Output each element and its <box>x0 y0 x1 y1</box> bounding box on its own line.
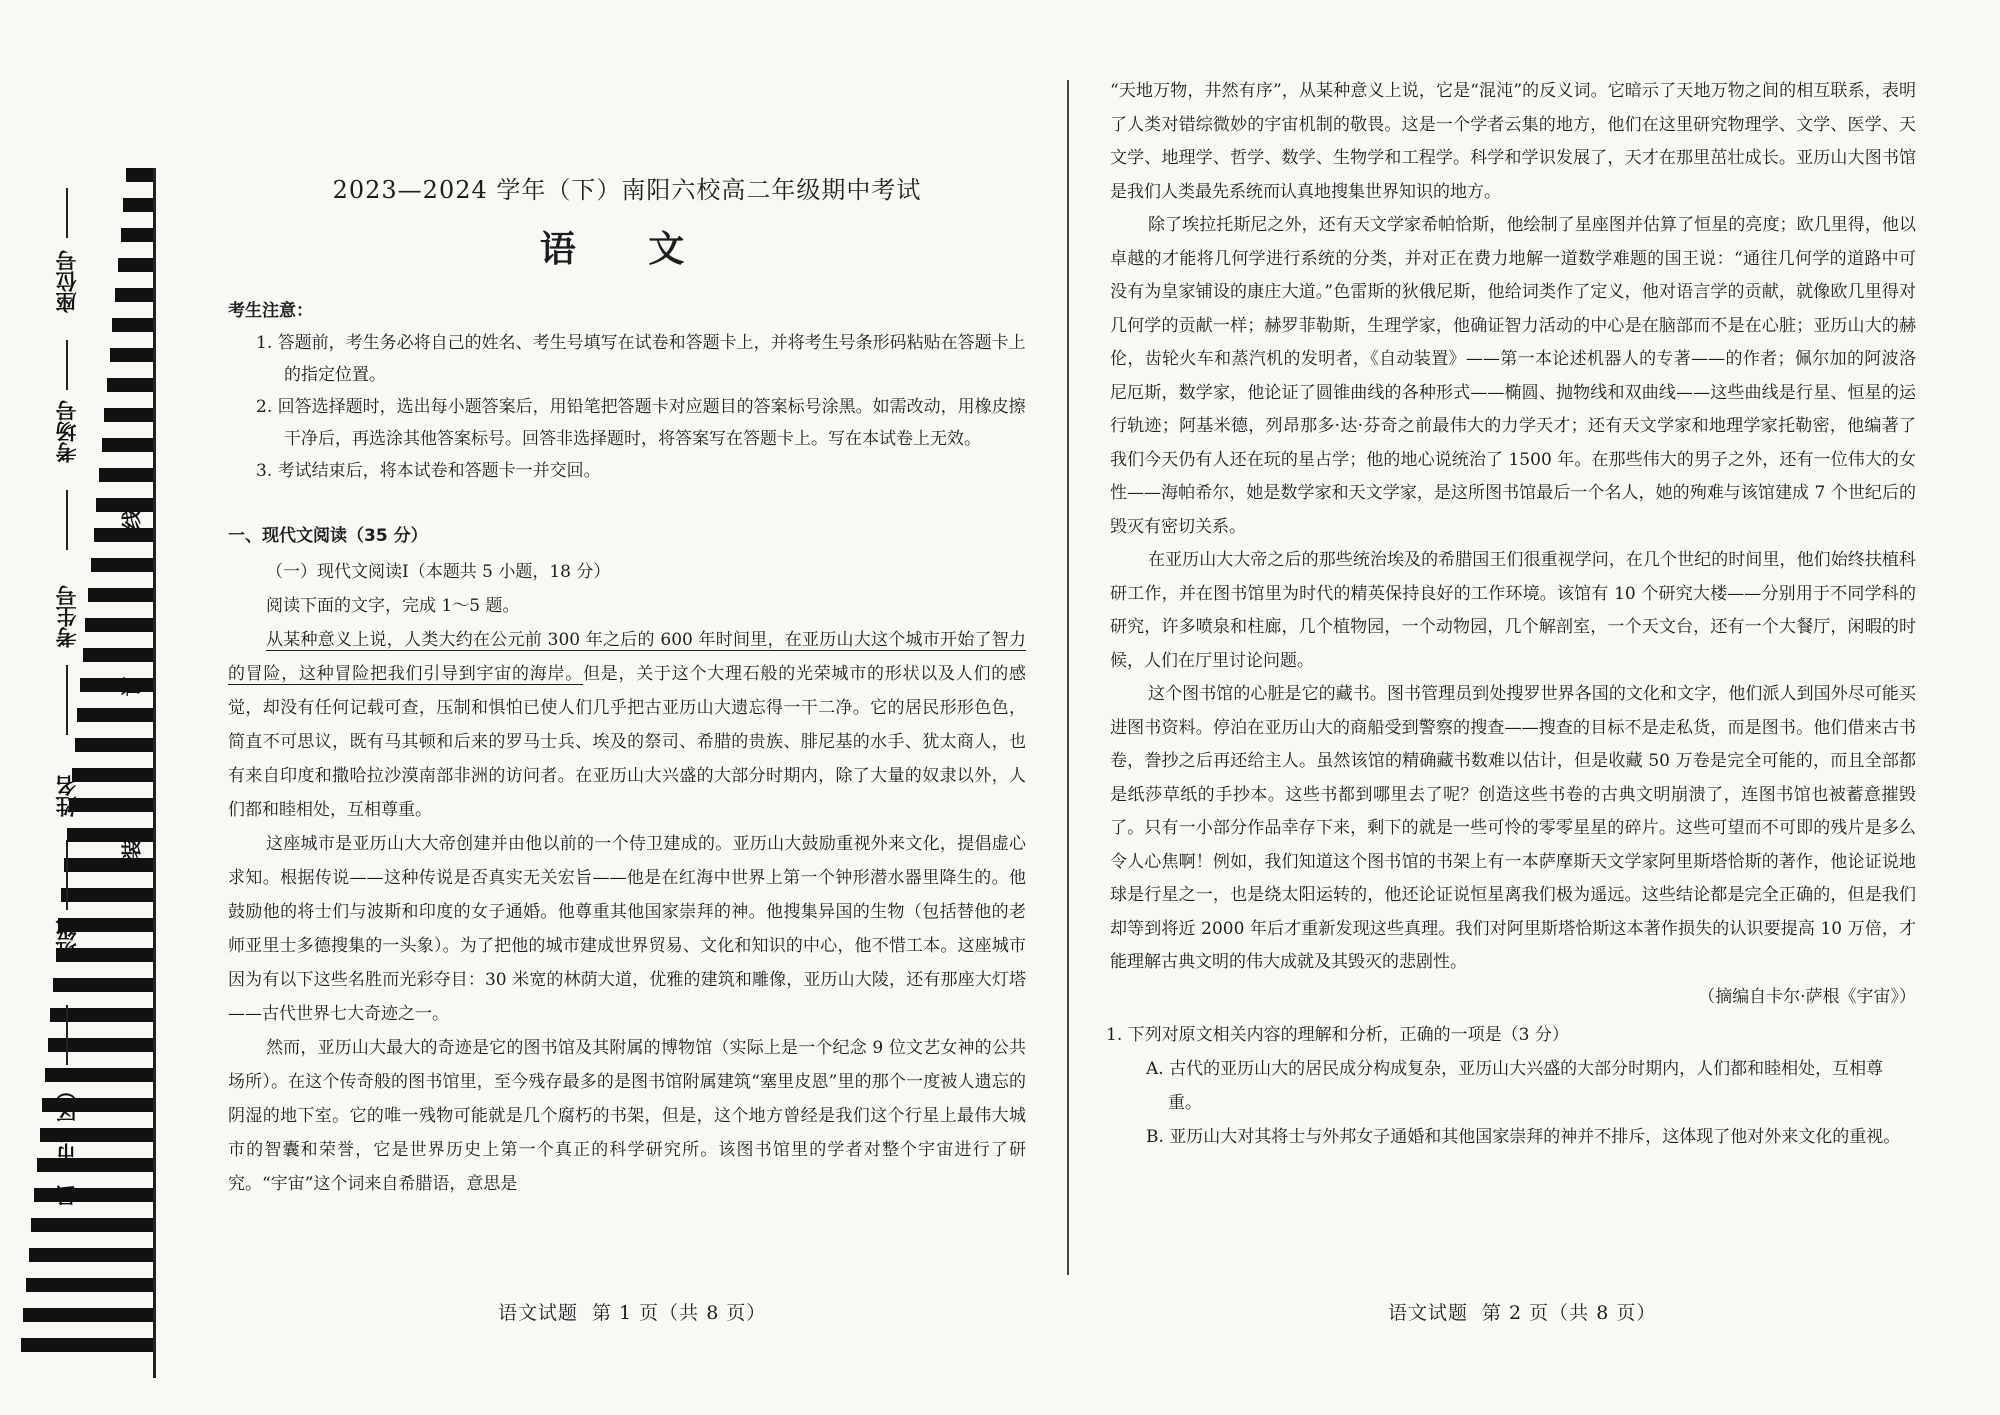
binding-stripe <box>123 198 154 212</box>
passage-paragraph <box>228 623 1026 827</box>
binding-stripe <box>31 1218 154 1232</box>
subject-title: 语 文 <box>539 228 715 270</box>
passage-paragraph: 这个图书馆的心脏是它的藏书。图书管理员到处搜罗世界各国的文化和文字，他们派人到国外尽可能买进图书资料。停泊在亚历山大的商船受到警察的搜查——搜查的目标不是走私货，而是图书。他们借来古书卷，誊抄之后再还给主人。虽然该馆的精确藏书数难以估计，但是收藏 50 万卷是完全可能的，而且全部都是纸莎草纸的手抄本。这些书都到哪里去了呢？创造这些书卷的古典文明崩溃了，连图书馆也被蓄意摧毁了。只有一小部分作品幸存下来，剩下的就是一些可怜的零零星星的碎片。这些可望而不可即的残片是多么令人心焦啊！例如，我们知道这个图书馆的书架上有一本萨摩斯天文学家阿里斯塔恰斯的著作，他论证说地球是行星之一，也是绕太阳运转的，他还论证说恒星离我们极为遥远。这些结论都是完全正确的，但是我们却等到将近 2000 年后才重新发现这些真理。我们对阿里斯塔恰斯这本著作损失的认识要提高 10 万倍，才能理解古典文明的伟大成就及其毁灭的悲剧性。 <box>1110 684 1916 972</box>
name-label: 姓名 <box>55 775 79 817</box>
county-line <box>66 1005 68 1065</box>
binding-stripe <box>99 468 154 482</box>
binding-stripe <box>83 648 154 662</box>
binding-stripe <box>121 228 154 242</box>
name-line <box>66 665 68 735</box>
binding-char-line: 线 <box>119 509 144 530</box>
binding-stripe <box>112 318 154 332</box>
binding-char-bind: 装 <box>119 839 144 860</box>
binding-line <box>153 168 156 1378</box>
exam-number-line <box>66 490 68 550</box>
passage-paragraph: 除了埃拉托斯尼之外，还有天文学家希帕恰斯，他绘制了星座图并估算了恒星的亮度；欧几里得，他以卓越的才能将几何学进行系统的分类，并对正在费力地解一道数学难题的国王说：“通往几何学的道路中可没有为皇家铺设的康庄大道。”色雷斯的狄俄尼斯，他给词类作了定义，他对语言学的贡献，就像欧几里得对几何学的贡献一样；赫罗菲勒斯，生理学家，他确证智力活动的中心是在脑部而不是在心脏；亚历山大的赫伦，齿轮火车和蒸汽机的发明者，《自动装置》——第一本论述机器人的专著——的作者；佩尔加的阿波洛尼厄斯，数学家，他论证了圆锥曲线的各种形式——椭圆、抛物线和双曲线——这些曲线是行星、恒星的运行轨迹；阿基米德，列昂那多·达·芬奇之前最伟大的力学天才；还有天文学家和地理学家托勒密，他编著了我们今天仍有人还在玩的星占学；他的地心说统治了 1500 年。在那些伟大的男子之外，还有一位伟大的女性——海帕希尔，她是数学家和天文学家，是这所图书馆最后一个名人，她的殉难与该馆建成 7 个世纪后的毁灭有密切关系。 <box>1110 215 1916 537</box>
binding-stripe <box>110 348 154 362</box>
binding-stripe <box>126 168 154 182</box>
notice-heading: 考生注意： <box>228 301 313 321</box>
binding-stripe <box>64 858 154 872</box>
binding-char-order: 订 <box>119 676 144 697</box>
binding-stripe <box>72 768 154 782</box>
exam-title: 2023—2024 学年（下）南阳六校高二年级期中考试 <box>332 176 922 204</box>
binding-stripe <box>118 258 154 272</box>
binding-stripe <box>23 1308 154 1322</box>
binding-stripe <box>48 1038 154 1052</box>
option-b: B. 亚历山大对其将士与外邦女子通婚和其他国家崇拜的神并不排斥，这体现了他对外来文化的重视。 <box>1146 1126 1901 1147</box>
option-a: A. 古代的亚历山大的居民成分构成复杂，亚历山大兴盛的大部分时期内，人们都和睦相处，互相尊重。 <box>1146 1058 1884 1113</box>
reading-instruction: 阅读下面的文字，完成 1～5 题。 <box>266 596 520 616</box>
binding-stripe <box>91 558 154 572</box>
room-number-line <box>66 340 68 390</box>
page-divider <box>1067 80 1069 1275</box>
paragraph-text: 但是，关于这个大理石般的光荣城市的形状以及人们的感觉，却没有任何记载可查，压制和惧怕已使人们几乎把古亚历山大遗忘得一干二净。它的居民形形色色，简直不可思议，既有马其顿和后来的罗马士兵、埃及的祭司、希腊的贵族、腓尼基的水手、犹太商人，也有来自印度和撒哈拉沙漠南部非洲的访问者。在亚历山大兴盛的大部分时期内，除了大量的奴隶以外，人们都和睦相处，互相尊重。 <box>228 664 1026 820</box>
binding-stripe <box>26 1278 154 1292</box>
binding-stripe <box>75 738 154 752</box>
county-label: 县（市、区） <box>55 1080 79 1206</box>
binding-stripe <box>102 438 154 452</box>
page-1 <box>228 170 1026 1201</box>
passage-paragraph: 在亚历山大大帝之后的那些统治埃及的希腊国王们很重视学问，在几个世纪的时间里，他们始终扶植科研工作，并在图书馆里为时代的精英保持良好的工作环境。该馆有 10 个研究大楼——分别用于不同学科的研究，许多喷泉和柱廊，几个植物园，一个动物园，几个解剖室，一个天文台，还有一个大餐厅，闲暇的时候，人们在厅里讨论问题。 <box>1110 550 1916 671</box>
binding-stripe <box>21 1338 154 1352</box>
footer-page: 第 2 页（共 8 页） <box>1482 1302 1657 1324</box>
class-line <box>66 840 68 910</box>
subsection-heading: （一）现代文阅读Ⅰ（本题共 5 小题，18 分） <box>266 562 611 582</box>
class-label: 班级 <box>55 920 79 962</box>
footer-page: 第 1 页（共 8 页） <box>592 1302 767 1324</box>
question-1: 1. 下列对原文相关内容的理解和分析，正确的一项是（3 分） <box>1106 1024 1569 1045</box>
binding-stripe <box>94 528 154 542</box>
page-2-footer <box>1388 1298 1670 1325</box>
binding-stripe <box>104 408 154 422</box>
binding-stripe <box>77 708 154 722</box>
binding-stripe <box>85 618 154 632</box>
notice-item: 2. 回答选择题时，选出每小题答案后，用铅笔把答题卡对应题目的答案标号涂黑。如需改动，用橡皮擦干净后，再选涂其他答案标号。回答非选择题时，将答案写在答题卡上。写在本试卷上无效。 <box>256 397 1026 449</box>
seat-number-label: 座位号 <box>55 250 79 313</box>
notice-item: 1. 答题前，考生务必将自己的姓名、考生号填写在试卷和答题卡上，并将考生号条形码粘贴在答题卡上的指定位置。 <box>256 333 1026 385</box>
binding-stripe <box>29 1248 154 1262</box>
passage-paragraph: 然而，亚历山大最大的奇迹是它的图书馆及其附属的博物馆（实际上是一个纪念 9 位文艺女神的公共场所）。在这个传奇般的图书馆里，至今残存最多的是图书馆附属建筑“塞里皮恩”里的那个一度被人遗忘的阴湿的地下室。它的唯一残物可能就是几个腐朽的书架，但是，这个地方曾经是我们这个行星上最伟大城市的智囊和荣誉，它是世界历史上第一个真正的科学研究所。该图书馆里的学者对整个宇宙进行了研究。“宇宙”这个词来自希腊语，意思是 <box>228 1038 1026 1194</box>
footer-subject: 语文试题 <box>498 1302 579 1324</box>
seat-number-line <box>66 188 68 238</box>
room-number-label: 考场号 <box>55 400 79 463</box>
page-1-footer <box>498 1298 780 1325</box>
source-citation: （摘编自卡尔·萨根《宇宙》） <box>1698 986 1916 1007</box>
exam-number-label: 考生号 <box>55 585 79 648</box>
binding-stripe <box>61 888 154 902</box>
underlined-sentence: 从某种意义上说，人类大约在公元前 300 年之后的 600 年时间里，在亚历山大这个城市开始了智力的冒险，这种冒险把我们引导到宇宙的海岸。 <box>228 630 1026 684</box>
binding-stripe <box>115 288 154 302</box>
footer-subject: 语文试题 <box>1388 1302 1469 1324</box>
binding-stripe <box>88 588 154 602</box>
page-2 <box>1106 75 1916 1154</box>
binding-stripe <box>53 978 154 992</box>
section-heading: 一、现代文阅读（35 分） <box>228 526 428 546</box>
binding-stripes <box>18 168 154 1378</box>
passage-paragraph: 这座城市是亚历山大大帝创建并由他以前的一个侍卫建成的。亚历山大鼓励重视外来文化，提倡虚心求知。根据传说——这种传说是否真实无关宏旨——他是在红海中世界上第一个钟形潜水器里降生的。他鼓励他的将士们与波斯和印度的女子通婚。他尊重其他国家崇拜的神。他搜集异国的生物（包括替他的老师亚里士多德搜集的一头象）。为了把他的城市建成世界贸易、文化和知识的中心，他不惜工本。这座城市因为有以下这些名胜而光彩夺目：30 米宽的林荫大道，优雅的建筑和雕像，亚历山大陵，还有那座大灯塔——古代世界七大奇迹之一。 <box>228 834 1026 1024</box>
notice-item: 3. 考试结束后，将本试卷和答题卡一并交回。 <box>256 461 601 481</box>
passage-paragraph: “天地万物，井然有序”，从某种意义上说，它是“混沌”的反义词。它暗示了天地万物之间的相互联系，表明了人类对错综微妙的宇宙机制的敬畏。这是一个学者云集的地方，他们在这里研究物理学、文学、医学、天文学、地理学、哲学、数学、生物学和工程学。科学和学识发展了，天才在那里茁壮成长。亚历山大图书馆是我们人类最先系统而认真地搜集世界知识的地方。 <box>1110 81 1916 202</box>
binding-stripe <box>107 378 154 392</box>
